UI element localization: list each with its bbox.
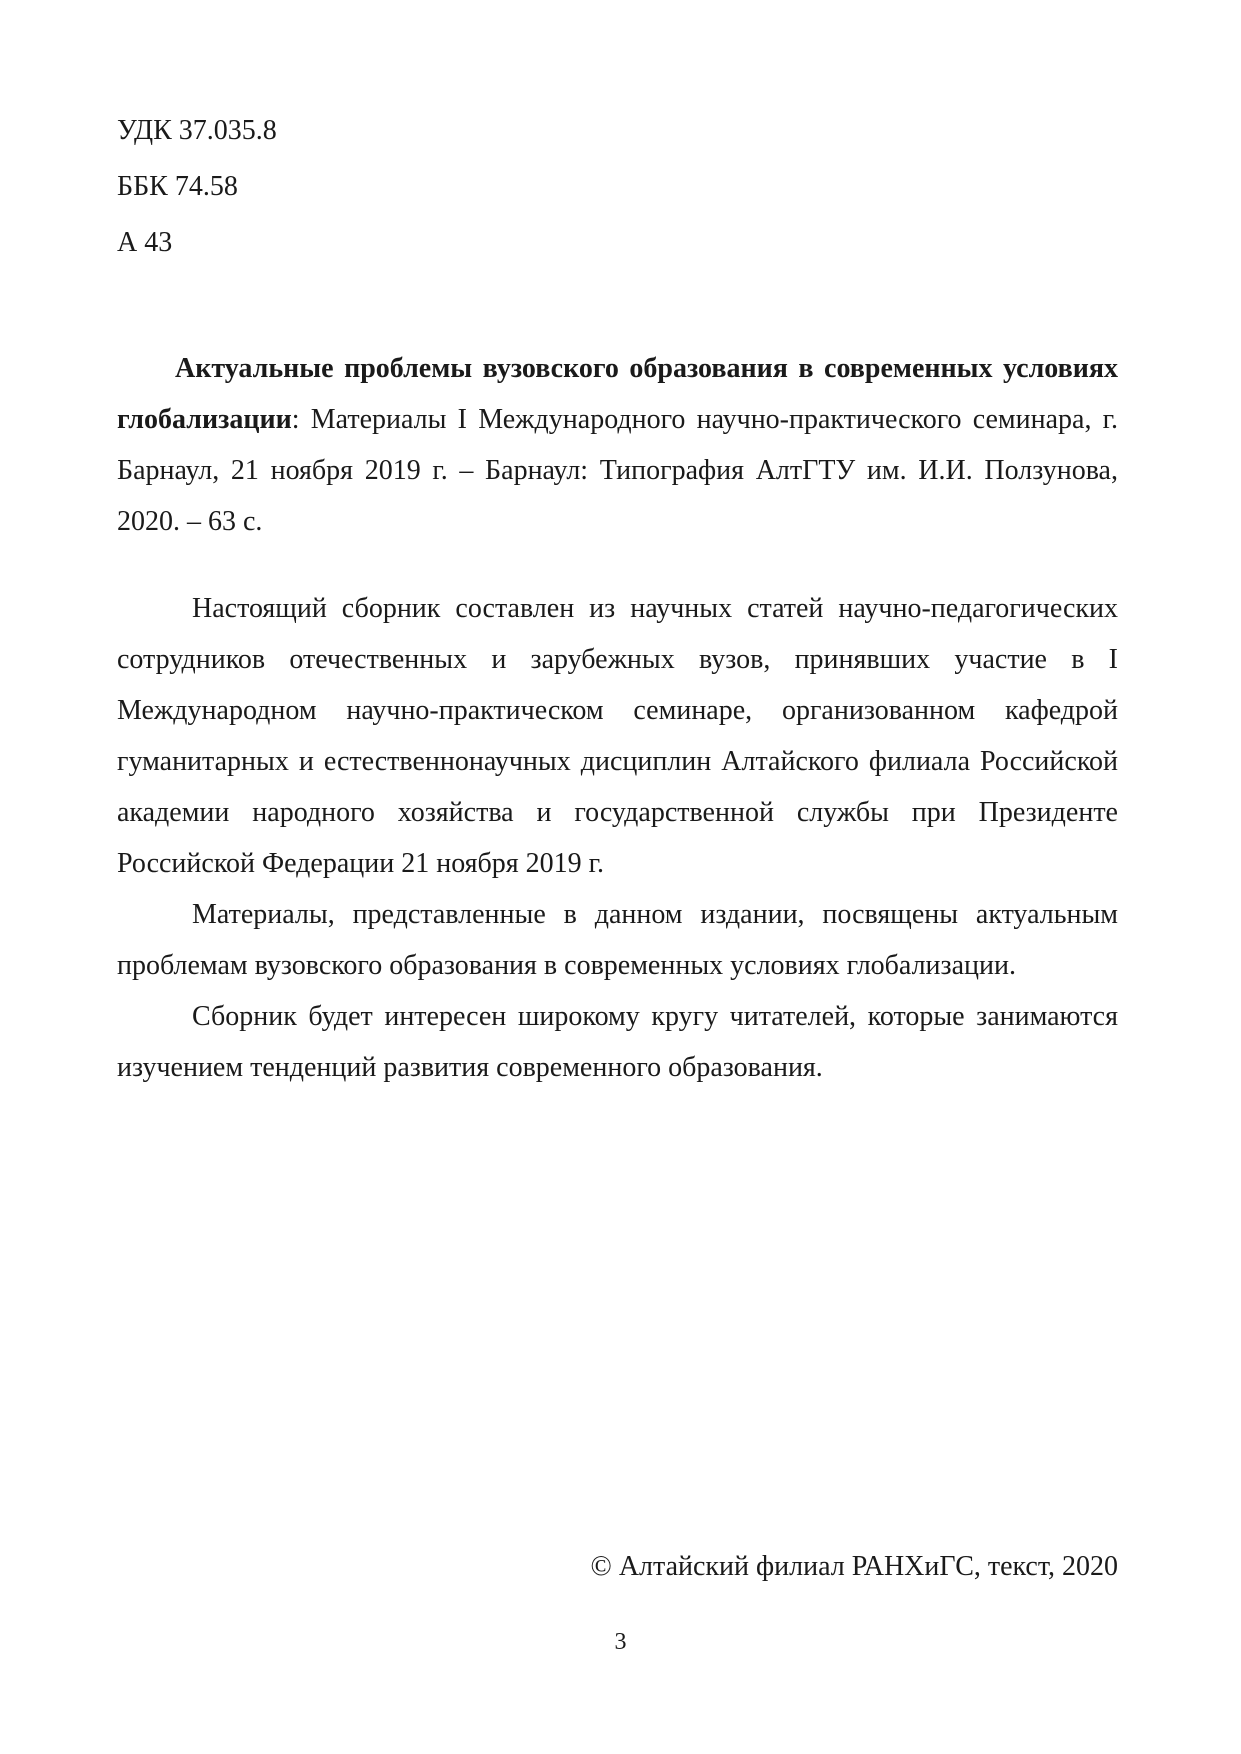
classification-codes: [117, 116, 277, 284]
book-title: Актуальные проблемы вузовского образования в современных условиях глобализации: [117, 353, 1118, 435]
publication-details: : Материалы I Международного научно-практического семинара, г. Барнаул, 21 ноября 2019 г. – Барнаул: Типография АлтГТУ им. И.И. Ползунова, 2020. – 63 с.: [117, 404, 1118, 537]
annotation: [117, 583, 1118, 1093]
bibliographic-description: [117, 343, 1118, 547]
copyright-notice: © Алтайский филиал РАНХиГС, текст, 2020: [590, 1551, 1118, 1582]
page-number: 3: [614, 1629, 627, 1655]
author-mark: А 43: [117, 227, 173, 258]
annotation-paragraph-3: Сборник будет интересен широкому кругу читателей, которые занимаются изучением тенденций развития современного образования.: [117, 1001, 1118, 1083]
bibliographic-paragraph: [117, 343, 1118, 547]
udc-code: УДК 37.035.8: [117, 115, 277, 146]
annotation-paragraph-2: Материалы, представленные в данном издании, посвящены актуальным проблемам вузовского образования в современных условиях глобализации.: [117, 899, 1118, 981]
bbk-code: ББК 74.58: [117, 171, 238, 202]
annotation-paragraph-1: Настоящий сборник составлен из научных статей научно-педагогических сотрудников отечественных и зарубежных вузов, принявших участие в I Международном научно-практическом семинаре, организованном кафедрой гуманитарных и естественнонаучных дисциплин Алтайского филиала Российской академии народного хозяйства и государственной службы при Президенте Российской Федерации 21 ноября 2019 г.: [117, 593, 1118, 879]
